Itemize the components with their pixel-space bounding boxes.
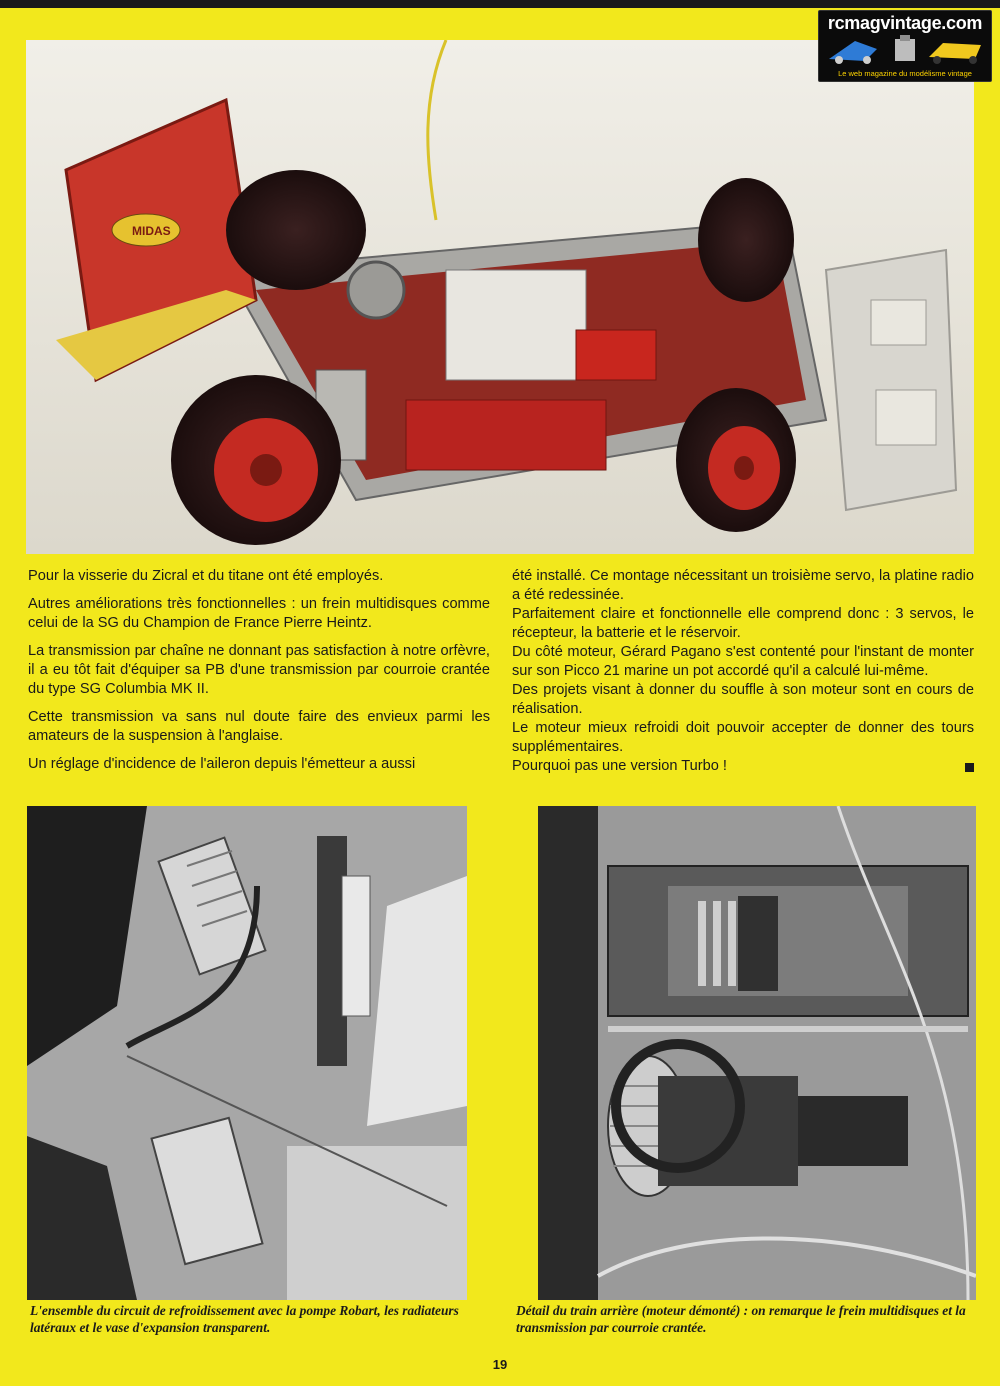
wing-label: MIDAS [132,224,171,238]
article-column-right [512,567,974,776]
article-column-left [28,567,490,783]
page-number: 19 [492,1357,508,1372]
top-rule [0,0,1000,8]
end-of-article-mark [965,763,974,772]
paragraph: Le moteur mieux refroidi doit pouvoir accepter de donner des tours supplémentaires. [512,720,974,755]
logo-tagline: Le web magazine du modélisme vintage [838,69,972,78]
paragraph: Parfaitement claire et fonctionnelle elle comprend donc : 3 servos, le récepteur, la batterie et le réservoir. [512,606,974,641]
photo-rc-car [26,40,974,554]
paragraph: Un réglage d'incidence de l'aileron depuis l'émetteur a aussi [28,756,416,772]
caption-left: L'ensemble du circuit de refroidissement avec la pompe Robart, les radiateurs latéraux et le vase d'expansion transparent. [30,1303,459,1335]
paragraph: Pour la visserie du Zicral et du titane ont été employés. [28,568,384,584]
paragraph: La transmission par chaîne ne donnant pas satisfaction à notre orfèvre, il a eu tôt fait d'équiper sa PB d'une transmission par courroie crantée du type SG Columbia MK II. [28,643,490,697]
paragraph-final [512,757,974,776]
paragraph: été installé. Ce montage nécessitant un troisième servo, la platine radio a été redessinée. [512,568,974,603]
photo-rear-axle [538,806,976,1300]
site-logo[interactable] [818,10,992,82]
caption-right: Détail du train arrière (moteur démonté) : on remarque le frein multidisques et la transmission par courroie crantée. [516,1303,966,1335]
logo-cars-icon [825,35,985,65]
paragraph: Cette transmission va sans nul doute faire des envieux parmi les amateurs de la suspension à l'anglaise. [28,709,490,744]
logo-title: rcmagvintage.com [827,13,983,33]
photo-cooling-circuit [27,806,467,1300]
paragraph: Autres améliorations très fonctionnelles : un frein multidisques comme celui de la SG du Champion de France Pierre Heintz. [28,596,490,631]
paragraph-last-line: Pourquoi pas une version Turbo ! [512,758,727,774]
paragraph: Des projets visant à donner du souffle à son moteur sont en cours de réalisation. [512,682,974,717]
paragraph: Du côté moteur, Gérard Pagano s'est contenté pour l'instant de monter sur son Picco 21 marine un pot accordé qu'il a calculé lui-même. [512,644,974,679]
